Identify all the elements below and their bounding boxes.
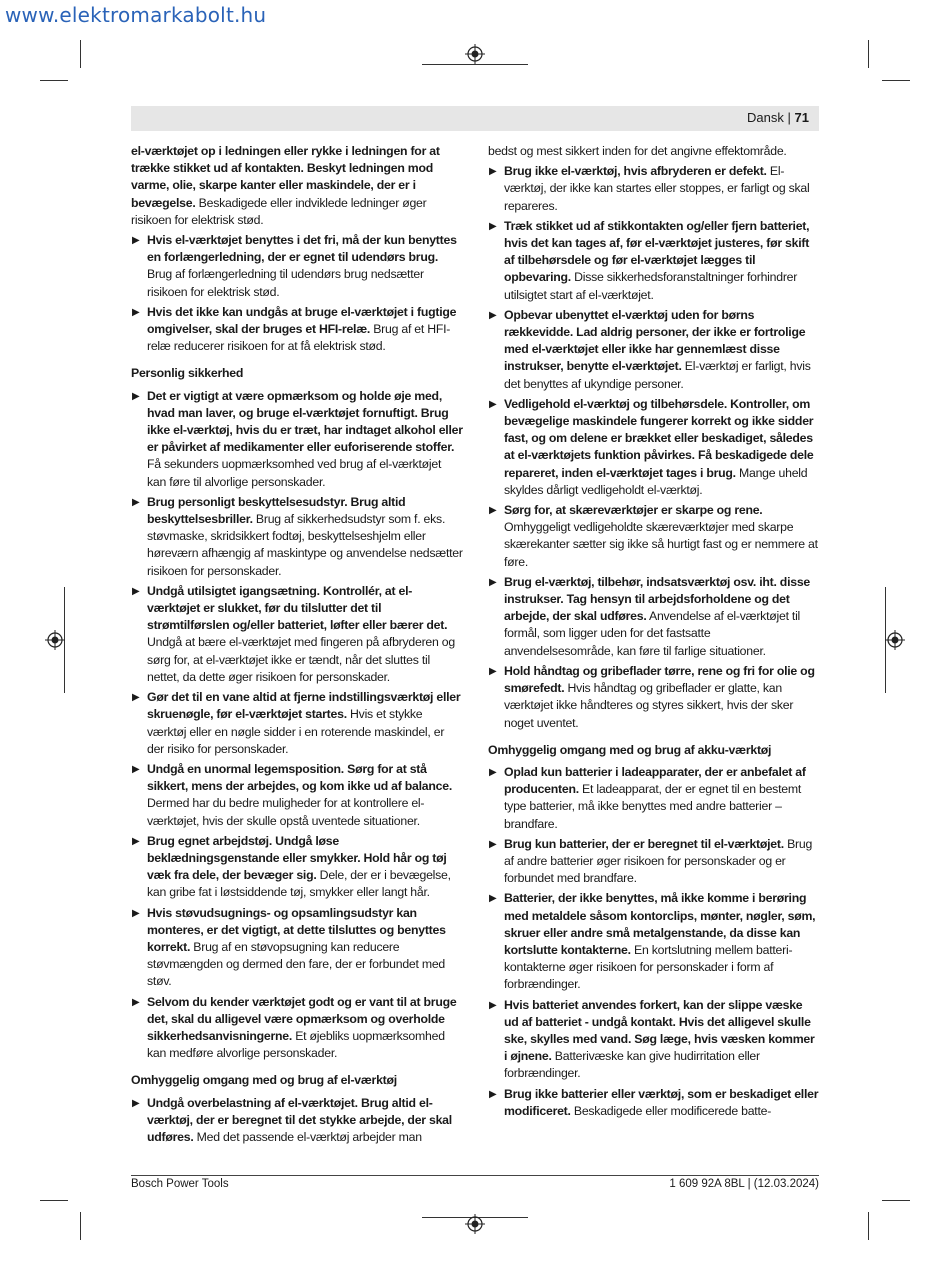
bullet-text: Batterivæske kan give hudirritation eller forbrændinger. [504,1049,760,1081]
bullet-triangle-icon: ▶ [132,585,140,597]
bullet-triangle-icon: ▶ [489,665,497,677]
bullet-bold-text: Oplad kun batterier i ladeapparater, der er anbefalet af producenten. [504,764,806,797]
bullet-bold-text: Brug ikke batterier eller værktøj, som er beskadiget eller modificeret. [504,1086,819,1118]
bullet-text: Et øjebliks uopmærksomhed kan medføre alvorlige personskader. [147,1028,445,1061]
watermark-url[interactable]: www.elektromarkabolt.hu [5,3,267,27]
crop-mark [868,1212,869,1240]
bullet-bold-text: Træk stikket ud af stikkontakten og/eller fjern batteriet, hvis det kan tages af, før el-værktøjet justeres, før skift af tilbehørsdele og før el-værktøjet lægges til opbevaring. [504,218,810,285]
bullet-triangle-icon: ▶ [132,235,140,247]
bullet-item [488,218,820,304]
bullet-triangle-icon: ▶ [489,398,497,410]
bullet-item [131,232,463,301]
bullet-text: En kortslutning mellem batteri-kontakterne øger risikoen for personskader i form af forbrændinger. [504,942,793,992]
intro-paragraph [131,143,463,229]
bullet-item [488,997,820,1083]
bullet-text: Omhyggeligt vedligeholdte skæreværktøjer med skarpe skærekanter sætter sig ikke så hurtigt fast og er nemmere at føre. [504,520,818,569]
bullet-item [488,396,820,499]
bullet-bold-text: Det er vigtigt at være opmærksom og holde øje med, hvad man laver, og bruge el-værktøjet fornuftigt. Brug ikke el-værktøj, hvis du er træt, har indtaget alkohol eller er påvirket af medikamenter eller euforiserende stoffer. [147,388,463,455]
bullet-item [131,689,463,758]
bullet-text: Mange uheld skyldes dårligt vedligeholdt el-værktøj. [504,465,808,497]
bullet-item [131,761,463,830]
crop-mark [868,40,869,68]
bullet-bold-text: Sørg for, at skæreværktøjer er skarpe og rene. [504,503,763,518]
bullet-text: Beskadigede eller modificerede batte- [570,1103,772,1118]
bullet-item [131,388,463,491]
bullet-text: Hvis håndtag og gribeflader er glatte, kan værktøjet ikke håndteres og styres sikkert, hvis der sker noget uventet. [504,681,794,730]
bullet-bold-text: Brug egnet arbejdstøj. Undgå løse beklædningsgenstande eller smykker. Hold hår og tøj væk fra dele, der bevæger sig. [147,833,447,883]
bullet-bold-text: Undgå utilsigtet igangsætning. Kontrollér, at el-værktøjet er slukket, før du tilslutter det til strømtilførslen og/eller batteriet, løfter eller bærer det. [147,583,448,633]
left-column [131,143,463,1146]
bullet-bold-text: Batterier, der ikke benyttes, må ikke komme i berøring med metaldele såsom kontorclips, mønter, nøgler, søm, skruer eller andre små metalgenstande, da disse kan kortslutte kontakterne. [504,891,816,957]
bullet-triangle-icon: ▶ [132,835,140,847]
bullet-bold-text: Gør det til en vane altid at fjerne indstillingsværktøj eller skruenøgle, før el-værktøjet startes. [147,690,461,722]
bullet-bold-text: Brug kun batterier, der er beregnet til el-værktøjet. [504,836,784,851]
bullet-item [488,307,820,393]
bullet-text: Disse sikkerhedsforanstaltninger forhindrer utilsigtet start af el-værktøjet. [504,270,798,302]
bullet-text: Dele, der er i bevægelse, kan gribe fat i løstsiddende tøj, smykker eller langt hår. [147,868,451,900]
bullet-item [488,1086,820,1120]
bullet-triangle-icon: ▶ [132,306,140,318]
bullet-item [488,764,820,833]
bullet-triangle-icon: ▶ [489,505,497,517]
intro-bold: el-værktøjet op i ledningen eller rykke i ledningen for at trække stikket ud af kontakten. Beskyt ledningen mod varme, olie, skarpe kanter eller maskindele, der er i bevægelse. [131,144,440,210]
bullet-item [131,304,463,356]
crop-mark [80,40,81,68]
page-header [131,106,819,131]
bullet-triangle-icon: ▶ [489,220,497,232]
bullet-item [488,663,820,732]
bullet-triangle-icon: ▶ [489,838,497,850]
bullet-triangle-icon: ▶ [132,1097,140,1109]
registration-mark-icon [885,630,905,650]
footer-rule [131,1175,819,1176]
bullet-triangle-icon: ▶ [489,309,497,321]
bullet-bold-text: Brug personligt beskyttelsesudstyr. Brug altid beskyttelsesbriller. [147,494,406,527]
right-column [488,143,820,1120]
intro-paragraph: bedst og mest sikkert inden for det angivne effektområde. [488,144,787,158]
bullet-triangle-icon: ▶ [489,766,497,778]
bullet-item [131,994,463,1063]
bullet-bold-text: Hold håndtag og gribeflader tørre, rene og fri for olie og smørefedt. [504,663,815,696]
bullet-bold-text: Hvis batteriet anvendes forkert, kan der slippe væske ud af batteriet - undgå kontakt. Hvis det alligevel skulle ske, skylles med vand. Søg læge, hvis væsken kommer i øjnene. [504,997,815,1064]
page-number: 71 [794,110,809,125]
bullet-text: Undgå at bære el-værktøjet med fingeren på afbryderen og sørg for, at el-værktøjet ikke er tændt, når det sluttes til nettet, da dette øger risikoen for personskader. [147,635,455,684]
bullet-text: Brug af andre batterier øger risikoen for personskader og er forbundet med brandfare. [504,836,813,886]
bullet-bold-text: Undgå en unormal legemsposition. Sørg for at stå sikkert, mens der arbejdes, og kom ikke ud af balance. [147,761,452,794]
bullet-triangle-icon: ▶ [132,496,140,508]
bullet-text: Få sekunders uopmærksomhed ved brug af el-værktøjet kan føre til alvorlige personskader. [147,457,442,489]
bullet-triangle-icon: ▶ [489,999,497,1011]
bullet-item [131,1095,463,1147]
bullet-text: Brug af sikkerhedsudstyr som f. eks. støvmaske, skridsikkert fodtøj, beskyttelseshjelm eller høreværn afhængig af maskintype og anvendelse nedsætter risikoen for personskader. [147,512,463,578]
bullet-triangle-icon: ▶ [132,692,140,704]
bullet-item [488,836,820,888]
bullet-item [488,574,820,660]
bullet-text: Brug af et HFI-relæ reducerer risikoen for at få elektrisk stød. [147,322,451,354]
bullet-text: Med det passende el-værktøj arbejder man [193,1129,422,1144]
bullet-bold-text: Selvom du kender værktøjet godt og er vant til at bruge det, skal du alligevel være opmærksom og overholde sikkerhedsanvisningerne. [147,994,457,1043]
crop-mark [882,1200,910,1201]
bullet-bold-text: Hvis el-værktøjet benyttes i det fri, må der kun benyttes en forlængerledning, der er egnet til udendørs brug. [147,233,457,265]
bullet-triangle-icon: ▶ [132,390,140,402]
bullet-bold-text: Brug el-værktøj, tilbehør, indsatsværktøj osv. iht. disse instrukser. Tag hensyn til arbejdsforholdene og det arbejde, der skal udføres. [504,574,810,624]
registration-mark-icon [465,1214,485,1234]
crop-mark [40,80,68,81]
footer-brand: Bosch Power Tools [131,1178,229,1190]
intro-text: Beskadigede eller indviklede ledninger øger risikoen for elektrisk stød. [131,195,427,227]
section-heading-battery: Omhyggelig omgang med og brug af akku-værktøj [488,742,772,757]
registration-mark-icon [465,44,485,64]
bullet-text: El-værktøj, der ikke kan startes eller stoppes, er farligt og skal repareres. [504,164,810,213]
bullet-item [131,833,463,902]
header-separator: | [787,110,791,125]
bullet-triangle-icon: ▶ [489,893,497,905]
section-heading-careful: Omhyggelig omgang med og brug af el-værktøj [131,1073,397,1088]
bullet-text: Brug af forlængerledning til udendørs brug nedsætter risikoen for elektrisk stød. [147,267,424,299]
crop-mark [422,64,528,65]
bullet-item [488,502,820,571]
bullet-text: El-værktøj er farligt, hvis det benyttes af ukyndige personer. [504,359,811,391]
bullet-text: Hvis et stykke værktøj eller en nøgle sidder i en roterende maskindel, er der risiko for personskader. [147,707,445,756]
footer-doc-id: 1 609 92A 8BL | (12.03.2024) [669,1178,819,1190]
bullet-item [131,494,463,580]
bullet-item [131,583,463,686]
bullet-item [131,905,463,991]
registration-mark-icon [45,630,65,650]
bullet-bold-text: Brug ikke el-værktøj, hvis afbryderen er defekt. [504,164,767,179]
bullet-triangle-icon: ▶ [132,996,140,1008]
crop-mark [80,1212,81,1240]
bullet-item [488,163,820,215]
bullet-triangle-icon: ▶ [489,1088,497,1100]
section-heading-personal: Personlig sikkerhed [131,366,244,381]
bullet-triangle-icon: ▶ [132,763,140,775]
bullet-bold-text: Vedligehold el-værktøj og tilbehørsdele. Kontroller, om bevægelige maskindele fungerer korrekt og ikke sidder fast, og om delene er brækket eller beskadiget, således at el-værktøjets funktion påvirkes. Få beskadigede dele repareret, inden el-værktøjet tages i brug. [504,396,814,480]
bullet-text: Dermed har du bedre muligheder for at kontrollere el-værktøjet, hvis der skulle opstå uventede situationer. [147,796,425,828]
bullet-text: Anvendelse af el-værktøjet til formål, som ligger uden for det fastsatte anvendelsesområde, kan føre til farlige situationer. [504,609,801,658]
bullet-bold-text: Opbevar ubenyttet el-værktøj uden for børns rækkevidde. Lad aldrig personer, der ikke er fortrolige med el-værktøjet eller ikke har gennemlæst disse instrukser, benytte el-værktøjet. [504,307,806,374]
bullet-bold-text: Hvis støvudsugnings- og opsamlingsudstyr kan monteres, er det vigtigt, at dette tilsluttes og benyttes korrekt. [147,905,446,954]
bullet-text: Brug af en støvopsugning kan reducere støvmængden og dermed den fare, der er forbundet med støv. [147,939,446,989]
bullet-triangle-icon: ▶ [489,576,497,588]
bullet-triangle-icon: ▶ [489,166,497,178]
bullet-triangle-icon: ▶ [132,907,140,919]
crop-mark [882,80,910,81]
bullet-text: Et ladeapparat, der er egnet til en bestemt type batterier, må ikke benyttes med andre batterier – brandfare. [504,782,801,831]
crop-mark [40,1200,68,1201]
header-language: Dansk [747,110,784,125]
header-label [747,110,809,125]
bullet-bold-text: Undgå overbelastning af el-værktøjet. Brug altid el-værktøj, der er beregnet til det stykke arbejde, der skal udføres. [147,1095,452,1144]
bullet-item [488,890,820,993]
bullet-bold-text: Hvis det ikke kan undgås at bruge el-værktøjet i fugtige omgivelser, skal der bruges et HFI-relæ. [147,304,457,337]
